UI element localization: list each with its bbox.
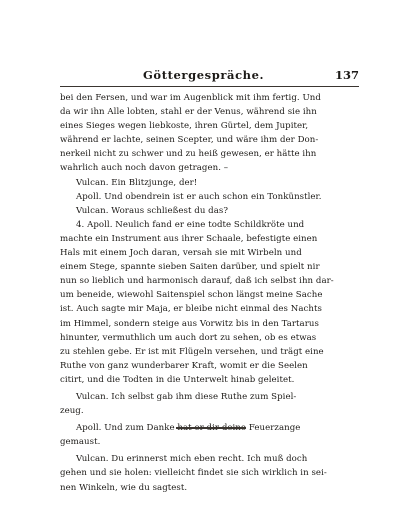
text-line: nen Winkeln, wie du sagtest. — [60, 482, 188, 493]
text-line: Apoll. Und zum Danke hat er dir deine Feuerzange — [76, 423, 301, 434]
text-line: da wir ihn Alle lobten, stahl er der Venus, während sie ihn — [60, 107, 317, 118]
text-line: ist. Auch sagte mir Maja, er bleibe nicht einmal des Nachts — [60, 304, 322, 315]
text-line: zu stehlen gebe. Er ist mit Flügeln versehen, und trägt eine — [60, 346, 324, 357]
running-title: Göttergespräche. — [143, 68, 265, 82]
text-line: Vulcan. Ein Blitzjunge, der! — [76, 177, 198, 188]
text-line: während er lachte, seinen Scepter, und wäre ihm der Don- — [60, 135, 319, 146]
page-header — [60, 68, 359, 84]
text-line: Apoll. Und obendrein ist er auch schon ein Tonkünstler. — [76, 191, 322, 202]
end-rule — [176, 427, 246, 429]
text-line: nun so lieblich und harmonisch darauf, daß ich selbst ihn dar- — [60, 276, 334, 287]
text-line: citirt, und die Todten in die Unterwelt hinab geleitet. — [60, 374, 295, 385]
text-line: Vulcan. Ich selbst gab ihm diese Ruthe zum Spiel- — [76, 391, 297, 402]
text-line: Vulcan. Du erinnerst mich eben recht. Ich muß doch — [76, 454, 308, 465]
text-line: 4. Apoll. Neulich fand er eine todte Schildkröte und — [76, 219, 305, 230]
dialogue-text — [60, 91, 360, 495]
header-rule — [60, 86, 359, 87]
text-line: im Himmel, sondern steige aus Vorwitz bis in den Tartarus — [60, 318, 319, 329]
page-number: 137 — [334, 68, 359, 82]
text-line: zeug. — [60, 406, 84, 417]
text-line: wahrlich auch noch davon getragen. – — [60, 163, 229, 174]
text-line: Hals mit einem Joch daran, versah sie mit Wirbeln und — [60, 248, 302, 259]
text-line: Vulcan. Woraus schließest du das? — [76, 205, 229, 216]
text-line: um beneide, wiewohl Saitenspiel schon längst meine Sache — [60, 290, 323, 301]
text-line: gemaust. — [60, 437, 101, 448]
text-line: Ruthe von ganz wunderbarer Kraft, womit er die Seelen — [60, 360, 308, 371]
text-line: hinunter, vermuthlich um auch dort zu sehen, ob es etwas — [60, 332, 317, 343]
text-line: nerkeil nicht zu schwer und zu heiß gewesen, er hätte ihn — [60, 149, 317, 160]
text-line: gehen und sie holen: vielleicht findet sie sich wirklich in sei- — [60, 468, 327, 479]
text-line: eines Sieges wegen liebkoste, ihren Gürtel, dem Jupiter, — [60, 121, 309, 132]
text-line: machte ein Instrument aus ihrer Schaale, befestigte einen — [60, 233, 318, 244]
text-line: einem Stege, spannte sieben Saiten darüber, und spielt nir — [60, 262, 320, 273]
text-line: bei den Fersen, und war im Augenblick mit ihm fertig. Und — [60, 93, 321, 103]
